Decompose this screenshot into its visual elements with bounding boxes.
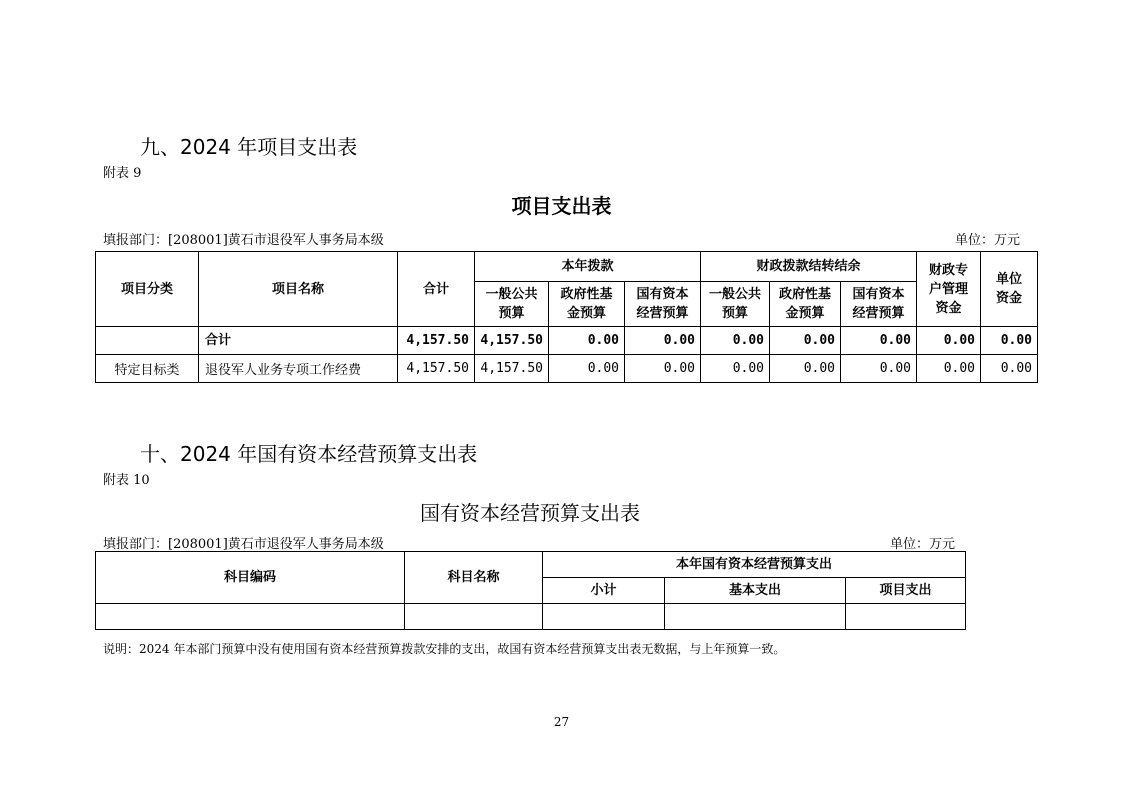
empty-cell — [405, 604, 543, 630]
row-project-name: 退役军人业务专项工作经费 — [199, 355, 398, 383]
total-row-co-soe: 0.00 — [841, 327, 917, 355]
row-category: 特定目标类 — [96, 355, 199, 383]
header-cy-gov-fund-budget: 政府性基金预算 — [549, 282, 625, 327]
header-project-name: 项目名称 — [199, 252, 398, 327]
section-10-heading: 十、2024 年国有资本经营预算支出表 — [140, 442, 478, 466]
unit-label: 单位：万元 — [955, 233, 1021, 248]
header-subject-code: 科目编码 — [96, 552, 405, 604]
row-total: 4,157.50 — [398, 355, 475, 383]
total-row-label: 合计 — [199, 327, 398, 355]
total-row-cy-general: 4,157.50 — [475, 327, 549, 355]
total-row-total: 4,157.50 — [398, 327, 475, 355]
total-row-co-general: 0.00 — [701, 327, 770, 355]
header-cy-general-budget: 一般公共预算 — [475, 282, 549, 327]
row-cy-general: 4,157.50 — [475, 355, 549, 383]
explanation-note: 说明：2024 年本部门预算中没有使用国有资本经营预算拨款安排的支出，故国有资本经营预算支出表无数据，与上年预算一致。 — [103, 642, 786, 656]
total-row-co-govfund: 0.00 — [770, 327, 841, 355]
total-row-cy-govfund: 0.00 — [549, 327, 625, 355]
project-expenditure-table-title: 项目支出表 — [511, 194, 612, 218]
page-number: 27 — [553, 715, 570, 729]
row-unit-fund: 0.00 — [981, 355, 1038, 383]
row-cy-govfund: 0.00 — [549, 355, 625, 383]
row-co-govfund: 0.00 — [770, 355, 841, 383]
header-subject-name: 科目名称 — [405, 552, 543, 604]
header-special-account-fund: 财政专户管理资金 — [917, 252, 981, 327]
unit-label-10: 单位：万元 — [890, 537, 956, 552]
header-co-gov-fund-budget: 政府性基金预算 — [770, 282, 841, 327]
header-co-soe-budget: 国有资本经营预算 — [841, 282, 917, 327]
empty-table-row — [96, 604, 966, 630]
reporting-unit-label: 填报部门：[208001]黄石市退役军人事务局本级 — [103, 233, 384, 248]
header-unit-fund: 单位资金 — [981, 252, 1038, 327]
project-expenditure-table — [95, 251, 1038, 383]
section-9-heading: 九、2024 年项目支出表 — [140, 135, 358, 159]
empty-cell — [96, 604, 405, 630]
empty-cell — [665, 604, 846, 630]
soe-budget-table-title: 国有资本经营预算支出表 — [420, 501, 640, 525]
total-row-cy-soe: 0.00 — [625, 327, 701, 355]
header-current-year-appropriation: 本年拨款 — [475, 252, 701, 282]
total-row-unit-fund: 0.00 — [981, 327, 1038, 355]
row-cy-soe: 0.00 — [625, 355, 701, 383]
header-total: 合计 — [398, 252, 475, 327]
attachment-10-label: 附表 10 — [103, 473, 150, 488]
header-project-expenditure: 项目支出 — [846, 578, 966, 604]
row-co-soe: 0.00 — [841, 355, 917, 383]
row-co-general: 0.00 — [701, 355, 770, 383]
empty-cell — [846, 604, 966, 630]
header-carryover: 财政拨款结转结余 — [701, 252, 917, 282]
attachment-9-label: 附表 9 — [103, 166, 142, 181]
header-co-general-budget: 一般公共预算 — [701, 282, 770, 327]
table-row — [96, 355, 1038, 383]
header-category: 项目分类 — [96, 252, 199, 327]
header-soe-expenditure: 本年国有资本经营预算支出 — [543, 552, 966, 578]
header-subtotal: 小计 — [543, 578, 665, 604]
row-special-fund: 0.00 — [917, 355, 981, 383]
reporting-unit-label-10: 填报部门：[208001]黄石市退役军人事务局本级 — [103, 537, 384, 552]
header-cy-soe-budget: 国有资本经营预算 — [625, 282, 701, 327]
total-row-category — [96, 327, 199, 355]
header-basic-expenditure: 基本支出 — [665, 578, 846, 604]
empty-cell — [543, 604, 665, 630]
table-total-row — [96, 327, 1038, 355]
total-row-special-fund: 0.00 — [917, 327, 981, 355]
soe-budget-table — [95, 551, 966, 630]
